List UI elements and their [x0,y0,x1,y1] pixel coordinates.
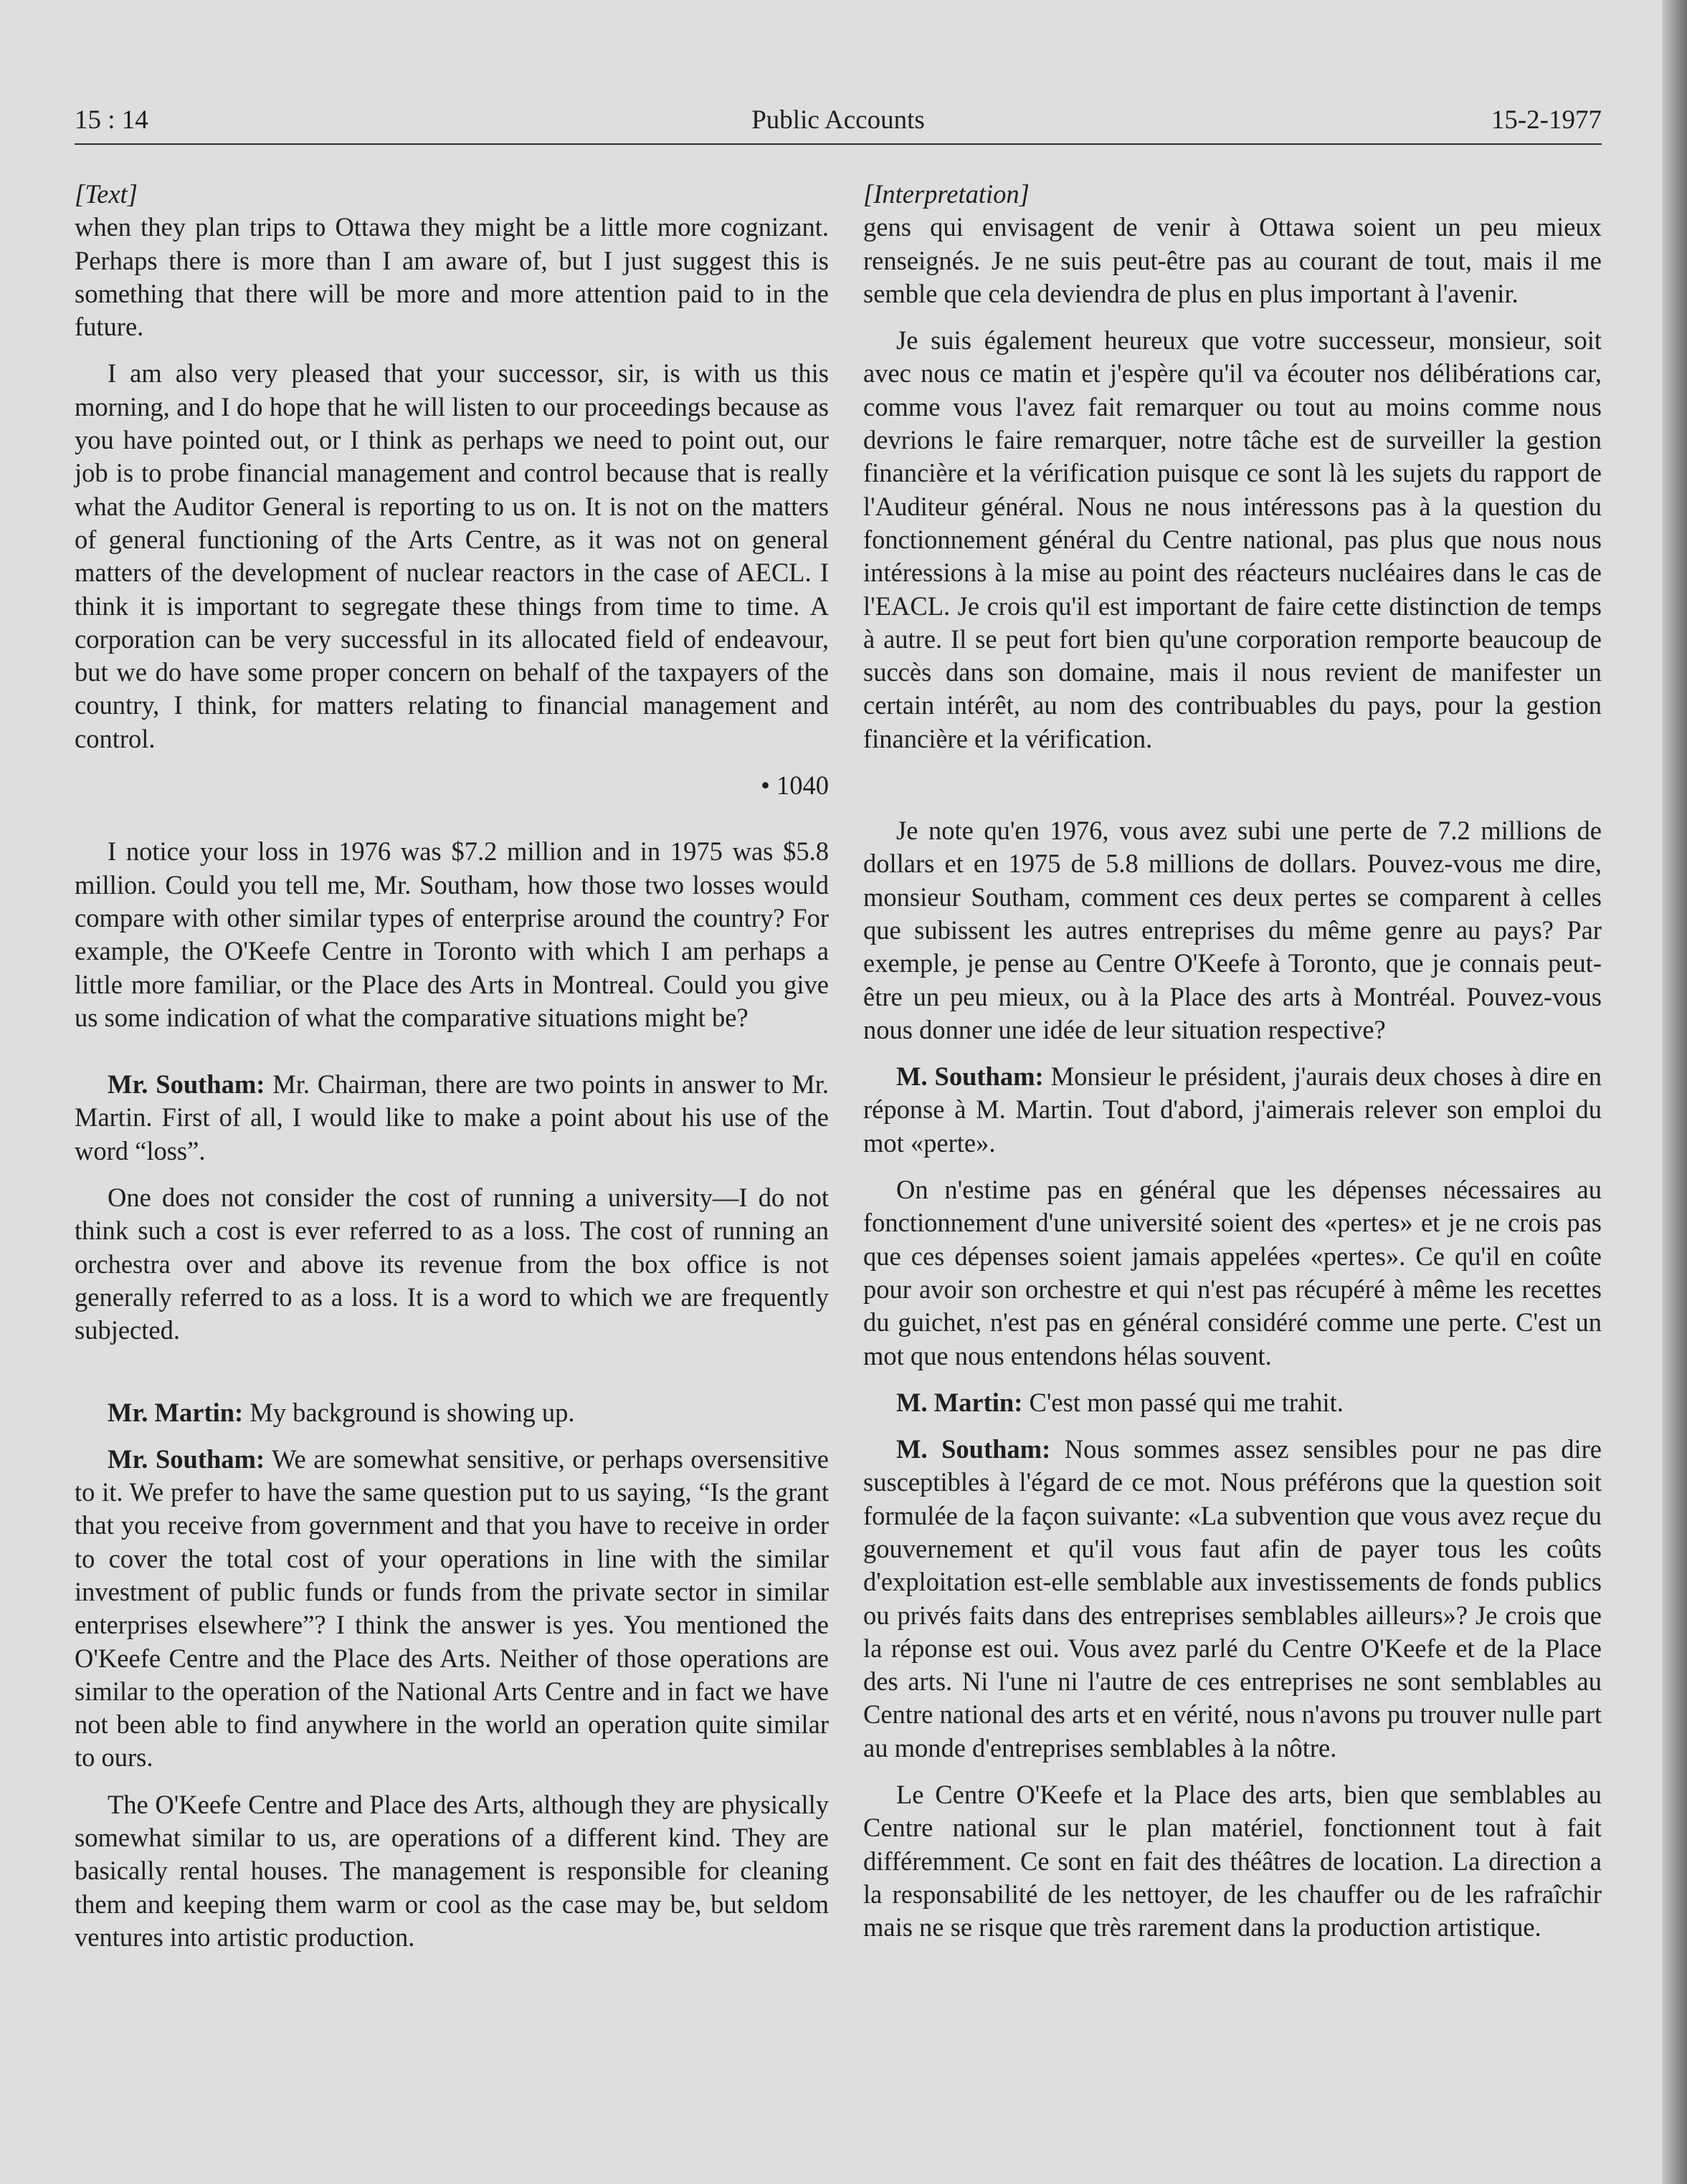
speech-text: My background is showing up. [243,1397,575,1427]
paragraph [75,1396,829,1429]
speech-text: Mr. Chairman, there are two points in answer to Mr. Martin. First of all, I would like to make a point about his use of the word “loss”. [75,1069,829,1165]
speech-text: Nous sommes assez sensibles pour ne pas dire susceptibles à l'égard de ce mot. Nous préférons que la question soit formulée de la façon suivante: «La subvention que vous avez reçue du gouvernement et qu'il vous faut afin de payer tous les coûts d'exploitation est-elle semblable aux investissements de fonds publics ou privés faits dans des entreprises semblables ailleurs»? Je crois que la réponse est oui. Vous avez parlé du Centre O'Keefe et de la Place des arts. Ni l'une ni l'autre de ces entreprises ne sont semblables au Centre national des arts et en vérité, nous n'avons pu trouver nulle part au monde d'entreprises semblables à la nôtre. [863,1434,1602,1763]
paragraph: gens qui envisagent de venir à Ottawa soient un peu mieux renseignés. Je ne suis peut-être pas au courant de tout, mais il me semble que cela deviendra de plus en plus important à l'avenir. [863,212,1602,308]
paragraph: I am also very pleased that your successor, sir, is with us this morning, and I do hope that he will listen to our proceedings because as you have pointed out, or I think as perhaps we need to point out, our job is to probe financial management and control because that is really what the Auditor General is reporting to us on. It is not on the matters of general functioning of the Arts Centre, as it was not on general matters of the development of nuclear reactors in the case of AECL. I think it is important to segregate these things from time to time. A corporation can be very successful in its allocated field of endeavour, but we do have some proper concern on behalf of the taxpayers of the country, I think, for matters relating to financial management and control. [75,358,829,753]
paragraph: when they plan trips to Ottawa they might be a little more cognizant. Perhaps there is more than I am aware of, but I just suggest this is something that there will be more and more attention paid to in the future. [75,212,829,342]
speaker-name: Mr. Southam: [108,1444,265,1474]
time-marker: • 1040 [761,771,829,801]
french-column [863,178,1602,1945]
speech-text: We are somewhat sensitive, or perhaps oversensitive to it. We prefer to have the same question put to us saying, “Is the grant that you receive from government and that you have to receive in order to cover the total cost of your operations in line with the similar investment of public funds or funds from the private sector in similar enterprises elsewhere”? I think the answer is yes. You mentioned the O'Keefe Centre and the Place des Arts. Neither of those operations are similar to the operation of the National Arts Centre and in fact we have not been able to find anywhere in the world an operation quite similar to ours. [75,1444,829,1773]
paragraph [863,1386,1602,1419]
paragraph: Je note qu'en 1976, vous avez subi une perte de 7.2 millions de dollars et en 1975 de 5.8 millions de dollars. Pouvez-vous me dire, monsieur Southam, comment ces deux pertes se comparent à celles que subissent les autres entreprises du même genre au pays? Par exemple, je pense au Centre O'Keefe à Toronto, que je connais peut-être un peu mieux, ou à la Place des arts à Montréal. Pouvez-vous nous donner une idée de leur situation respective? [863,816,1602,1044]
paragraph: One does not consider the cost of running a university—I do not think such a cost is ever referred to as a loss. The cost of running an orchestra over and above its revenue from the box office is not generally referred to as a loss. It is a word to which we are frequently subjected. [75,1183,829,1345]
speaker-name: Mr. Southam: [108,1069,265,1100]
english-column [75,178,829,1954]
language-tag: [Interpretation] [863,179,1030,209]
speaker-name: M. Martin: [896,1387,1023,1417]
speech-text: Monsieur le président, j'aurais deux choses à dire en réponse à M. Martin. Tout d'abord, j'aimerais relever son emploi du mot «perte». [863,1062,1602,1158]
publication-date: 15-2-1977 [1491,105,1602,135]
paragraph: Le Centre O'Keefe et la Place des arts, bien que semblables au Centre national sur le plan matériel, fonctionnent tout à fait différemment. Ce sont en fait des théâtres de location. La direction a la responsabilité de les nettoyer, de les chauffer ou de les rafraîchir mais ne se risque que très rarement dans la production artistique. [863,1780,1602,1942]
paragraph [863,1060,1602,1160]
speaker-name: Mr. Martin: [108,1397,244,1427]
paragraph: On n'estime pas en général que les dépenses nécessaires au fonctionnement d'une université soient des «pertes» et je ne crois pas que ces dépenses soient jamais appelées «pertes». Ce qu'il en coûte pour avoir son orchestre et qui n'est pas récupéré à même les recettes du guichet, n'est pas en général considéré comme une perte. C'est un mot que nous entendons hélas souvent. [863,1175,1602,1370]
paragraph: The O'Keefe Centre and Place des Arts, although they are physically somewhat similar to us, are operations of a different kind. They are basically rental houses. The management is responsible for cleaning them and keeping them warm or cool as the case may be, but seldom ventures into artistic production. [75,1789,829,1952]
speaker-name: M. Southam: [896,1434,1051,1464]
running-header [75,100,1602,145]
language-tag: [Text] [75,179,138,209]
page-number: 15 : 14 [75,105,148,135]
paragraph [75,1068,829,1168]
book-spine-shadow [1662,0,1687,2184]
paragraph [75,1443,829,1775]
paragraph: Je suis également heureux que votre successeur, monsieur, soit avec nous ce matin et j'espère qu'il va écouter nos délibérations car, comme vous l'avez fait remarquer ou tout au moins comme nous devrions le faire remarquer, notre tâche est de surveiller la gestion financière et la vérification puisque ce sont là les sujets du rapport de l'Auditeur général. Nous ne nous intéressons pas à la question du fonctionnement général du Centre national, pas plus que nous nous intéressions à la mise au point des réacteurs nucléaires dans le cas de l'EACL. Je crois qu'il est important de faire cette distinction de temps à autre. Il se peut fort bien qu'une corporation remporte beaucoup de succès dans son domaine, mais il nous revient de manifester un certain intérêt, au nom des contribuables du pays, pour la gestion financière et la vérification. [863,325,1602,753]
speech-text: C'est mon passé qui me trahit. [1022,1387,1344,1417]
speaker-name: M. Southam: [896,1062,1044,1092]
publication-title: Public Accounts [751,105,925,135]
paragraph: I notice your loss in 1976 was $7.2 million and in 1975 was $5.8 million. Could you tell me, Mr. Southam, how those two losses would compare with other similar types of enterprise around the country? For example, the O'Keefe Centre in Toronto with which I am perhaps a little more familiar, or the Place des Arts in Montreal. Could you give us some indication of what the comparative situations might be? [75,836,829,1032]
paragraph [863,1433,1602,1765]
